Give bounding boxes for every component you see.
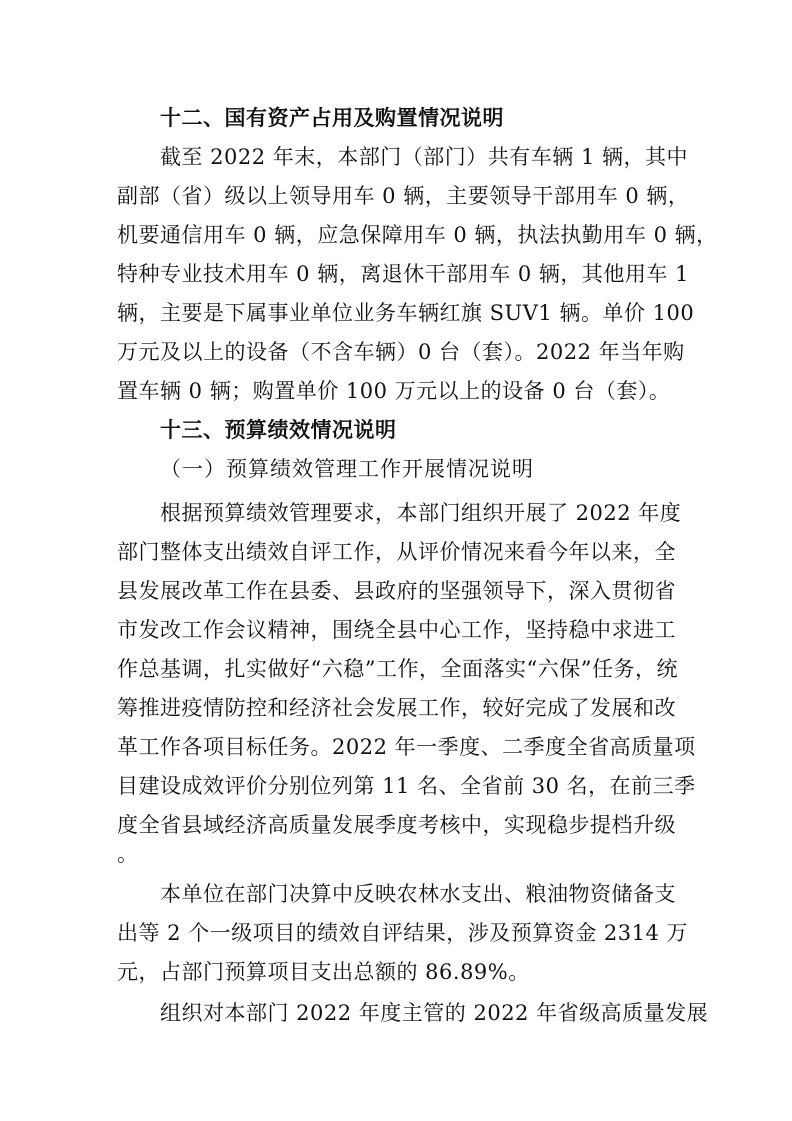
section-12-line-4: 特种专业技术用车 0 辆，离退休干部用车 0 辆，其他用车 1 [117,262,689,286]
para3-line-1: 组织对本部门 2022 年度主管的 2022 年省级高质量发展 [160,1001,709,1025]
section-12-line-7: 置车辆 0 辆；购置单价 100 万元以上的设备 0 台（套）。 [117,379,671,403]
section-12-line-5: 辆，主要是下属事业单位业务车辆红旗 SUV1 辆。单价 100 [117,301,695,325]
para1-line-6: 筹推进疫情防控和经济社会发展工作，较好完成了发展和改 [117,696,676,720]
section-13-heading: 十三、预算绩效情况说明 [160,418,397,442]
para1-line-3: 县发展改革工作在县委、县政府的坚强领导下，深入贯彻省 [117,579,676,603]
para1-line-8: 目建设成效评价分别位列第 11 名、全省前 30 名，在前三季 [117,774,696,798]
section-13-subheading: （一）预算绩效管理工作开展情况说明 [160,457,534,481]
section-12-line-2: 副部（省）级以上领导用车 0 辆，主要领导干部用车 0 辆， [117,184,690,208]
para2-line-2: 出等 2 个一级项目的绩效自评结果，涉及预算资金 2314 万 [117,921,689,945]
para1-line-2: 部门整体支出绩效自评工作，从评价情况来看今年以来，全 [117,540,676,564]
section-12-line-6: 万元及以上的设备（不含车辆）0 台（套）。2022 年当年购 [117,340,685,364]
para2-line-3: 元，占部门预算项目支出总额的 86.89%。 [117,960,530,984]
para1-line-5: 作总基调，扎实做好“六稳”工作，全面落实“六保”任务，统 [117,657,678,681]
para1-line-10: 。 [117,842,139,866]
para2-line-1: 本单位在部门决算中反映农林水支出、粮油物资储备支 [160,882,676,906]
para1-line-1: 根据预算绩效管理要求，本部门组织开展了 2022 年度 [160,501,682,525]
para1-line-4: 市发改工作会议精神，围绕全县中心工作，坚持稳中求进工 [117,618,676,642]
section-12-line-1: 截至 2022 年末，本部门（部门）共有车辆 1 辆，其中 [160,145,689,169]
para1-line-7: 革工作各项目标任务。2022 年一季度、二季度全省高质量项 [117,735,696,759]
para1-line-9: 度全省县域经济高质量发展季度考核中，实现稳步提档升级 [117,813,676,837]
section-12-line-3: 机要通信用车 0 辆，应急保障用车 0 辆，执法执勤用车 0 辆， [117,223,718,247]
section-12-heading: 十二、国有资产占用及购置情况说明 [160,106,504,130]
